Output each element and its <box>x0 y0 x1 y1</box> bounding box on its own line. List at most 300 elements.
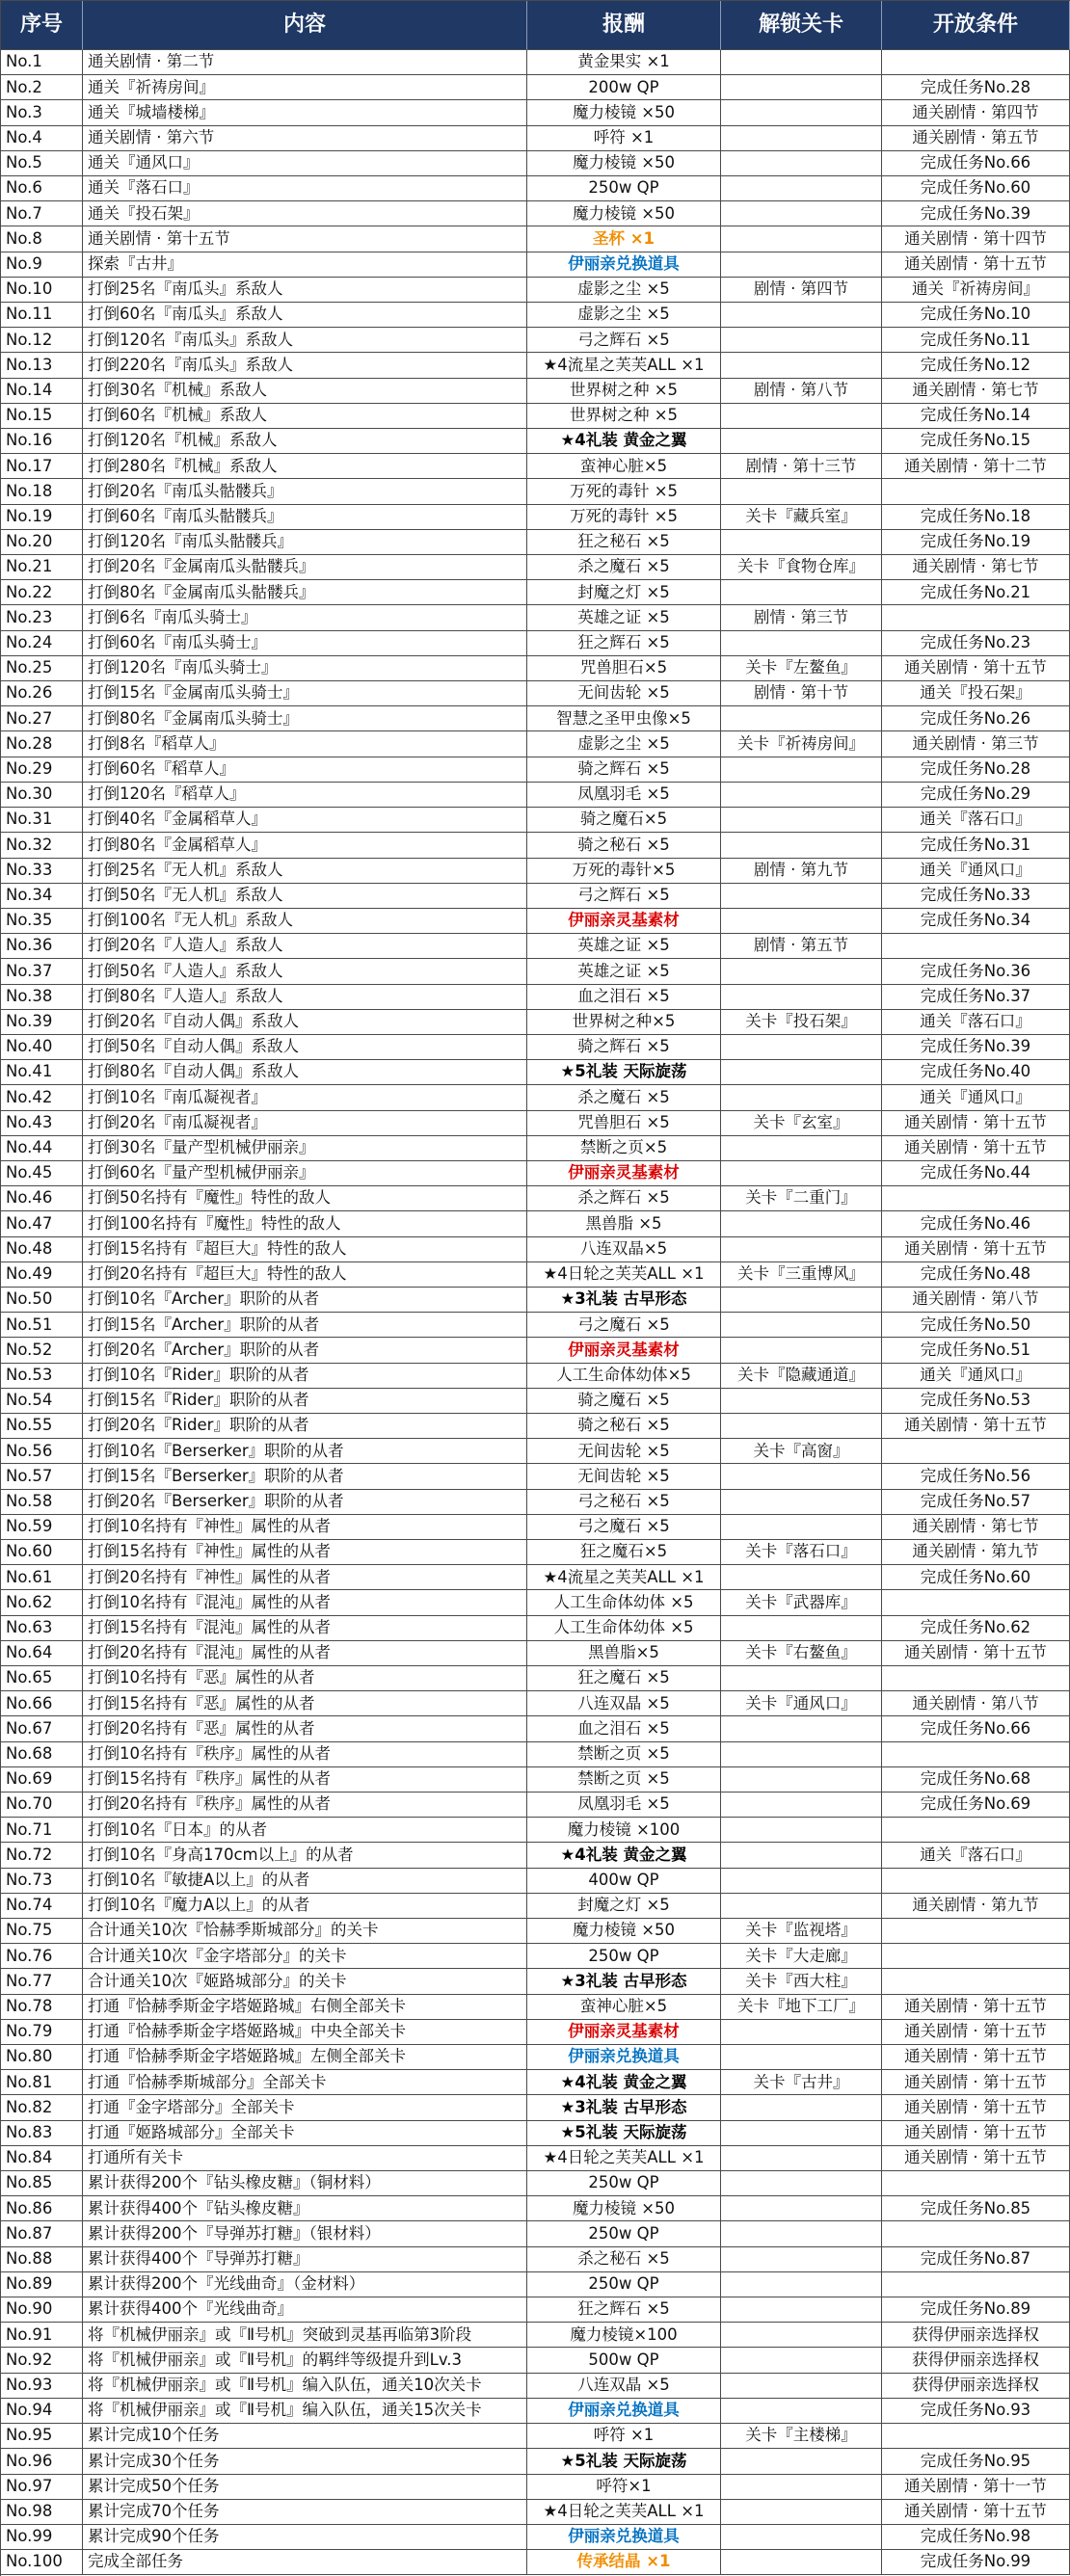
open-condition: 完成任务No.50 <box>882 1313 1070 1338</box>
task-reward: 黑兽脂×5 <box>527 1641 721 1666</box>
task-content: 打倒30名『机械』系敌人 <box>83 379 527 404</box>
unlock-stage <box>721 1767 882 1793</box>
task-number: No.17 <box>1 454 83 479</box>
open-condition: 完成任务No.44 <box>882 1161 1070 1186</box>
task-reward: 杀之魔石 ×5 <box>527 555 721 580</box>
unlock-stage <box>721 1338 882 1363</box>
unlock-stage: 关卡『右鳌鱼』 <box>721 1641 882 1666</box>
task-number: No.33 <box>1 859 83 884</box>
task-reward: 世界树之种 ×5 <box>527 404 721 429</box>
unlock-stage <box>721 151 882 176</box>
task-reward: 伊丽亲灵基素材 <box>527 1161 721 1186</box>
open-condition: 完成任务No.57 <box>882 1490 1070 1515</box>
task-content: 打倒120名『南瓜头骑士』 <box>83 656 527 681</box>
open-condition: 获得伊丽亲选择权 <box>882 2374 1070 2399</box>
task-reward: 世界树之种×5 <box>527 1010 721 1035</box>
task-number: No.8 <box>1 226 83 252</box>
unlock-stage <box>721 1666 882 1691</box>
task-reward: 呼符 ×1 <box>527 126 721 151</box>
unlock-stage: 关卡『投石架』 <box>721 1010 882 1035</box>
task-number: No.12 <box>1 328 83 353</box>
open-condition: 完成任务No.51 <box>882 1338 1070 1363</box>
task-content: 打通所有关卡 <box>83 2146 527 2171</box>
task-reward: 魔力棱镜 ×50 <box>527 2196 721 2221</box>
task-number: No.76 <box>1 1944 83 1969</box>
task-reward: 伊丽亲兑换道具 <box>527 2525 721 2550</box>
task-content: 打倒10名『Rider』职阶的从者 <box>83 1364 527 1389</box>
task-content: 打倒60名『稻草人』 <box>83 757 527 783</box>
open-condition <box>882 1818 1070 1843</box>
task-number: No.82 <box>1 2095 83 2120</box>
unlock-stage: 关卡『藏兵室』 <box>721 505 882 530</box>
unlock-stage: 剧情 · 第五节 <box>721 934 882 959</box>
open-condition: 完成任务No.18 <box>882 505 1070 530</box>
task-content: 打倒50名持有『魔性』特性的敌人 <box>83 1186 527 1211</box>
unlock-stage <box>721 2399 882 2424</box>
open-condition: 完成任务No.89 <box>882 2297 1070 2323</box>
task-number: No.98 <box>1 2500 83 2525</box>
unlock-stage <box>721 2374 882 2399</box>
open-condition: 通关剧情 · 第十五节 <box>882 1136 1070 1161</box>
task-number: No.94 <box>1 2399 83 2424</box>
task-reward: 无间齿轮 ×5 <box>527 681 721 706</box>
task-reward: 杀之秘石 ×5 <box>527 2247 721 2272</box>
task-reward: 虚影之尘 ×5 <box>527 731 721 757</box>
unlock-stage <box>721 328 882 353</box>
task-number: No.43 <box>1 1111 83 1136</box>
task-content: 通关『落石口』 <box>83 176 527 201</box>
task-number: No.14 <box>1 379 83 404</box>
task-reward: ★4流星之芙芙ALL ×1 <box>527 353 721 378</box>
unlock-stage <box>721 1313 882 1338</box>
task-reward: 英雄之证 ×5 <box>527 934 721 959</box>
task-content: 合计通关10次『金字塔部分』的关卡 <box>83 1944 527 1969</box>
task-content: 打倒20名『Berserker』职阶的从者 <box>83 1490 527 1515</box>
task-content: 累计完成50个任务 <box>83 2475 527 2500</box>
unlock-stage <box>721 2121 882 2146</box>
open-condition <box>882 2272 1070 2297</box>
unlock-stage <box>721 1464 882 1489</box>
open-condition: 通关剧情 · 第十五节 <box>882 252 1070 278</box>
task-number: No.37 <box>1 959 83 984</box>
task-content: 打倒50名『无人机』系敌人 <box>83 884 527 909</box>
task-number: No.95 <box>1 2424 83 2449</box>
task-reward: 凤凰羽毛 ×5 <box>527 1793 721 1818</box>
unlock-stage <box>721 1716 882 1741</box>
task-content: 打倒10名『敏捷A以上』的从者 <box>83 1869 527 1894</box>
task-content: 打倒100名『无人机』系敌人 <box>83 909 527 934</box>
task-content: 打倒120名『稻草人』 <box>83 783 527 808</box>
unlock-stage: 关卡『玄室』 <box>721 1111 882 1136</box>
task-content: 打通『恰赫季斯城部分』全部关卡 <box>83 2070 527 2095</box>
task-number: No.32 <box>1 833 83 858</box>
open-condition <box>882 1969 1070 1994</box>
unlock-stage <box>721 1060 882 1085</box>
open-condition: 通关剧情 · 第十五节 <box>882 2045 1070 2070</box>
task-number: No.47 <box>1 1211 83 1236</box>
task-number: No.85 <box>1 2171 83 2196</box>
open-condition: 完成任务No.15 <box>882 429 1070 454</box>
task-content: 打倒10名『日本』的从者 <box>83 1818 527 1843</box>
task-number: No.39 <box>1 1010 83 1035</box>
task-number: No.58 <box>1 1490 83 1515</box>
unlock-stage <box>721 959 882 984</box>
task-number: No.30 <box>1 783 83 808</box>
unlock-stage <box>721 1843 882 1868</box>
task-reward: ★3礼装 古早形态 <box>527 1969 721 1994</box>
task-number: No.44 <box>1 1136 83 1161</box>
open-condition: 通关剧情 · 第十四节 <box>882 226 1070 252</box>
task-reward: 万死的毒针 ×5 <box>527 479 721 504</box>
task-content: 完成全部任务 <box>83 2550 527 2575</box>
task-number: No.92 <box>1 2348 83 2373</box>
open-condition: 完成任务No.28 <box>882 75 1070 100</box>
task-reward: ★5礼装 天际旋荡 <box>527 1060 721 1085</box>
task-reward: 弓之魔石 ×5 <box>527 1313 721 1338</box>
open-condition: 完成任务No.21 <box>882 580 1070 605</box>
task-number: No.18 <box>1 479 83 504</box>
open-condition: 完成任务No.66 <box>882 151 1070 176</box>
open-condition: 完成任务No.85 <box>882 2196 1070 2221</box>
task-reward: 传承结晶 ×1 <box>527 2550 721 2575</box>
task-content: 打倒10名『Berserker』职阶的从者 <box>83 1439 527 1464</box>
unlock-stage <box>721 126 882 151</box>
task-content: 打通『恰赫季斯金字塔姬路城』右侧全部关卡 <box>83 1995 527 2020</box>
unlock-stage <box>721 1085 882 1110</box>
unlock-stage: 关卡『二重门』 <box>721 1186 882 1211</box>
task-number: No.9 <box>1 252 83 278</box>
unlock-stage: 关卡『西大柱』 <box>721 1969 882 1994</box>
unlock-stage <box>721 2475 882 2500</box>
open-condition: 完成任务No.56 <box>882 1464 1070 1489</box>
unlock-stage <box>721 1389 882 1414</box>
open-condition: 通关剧情 · 第十五节 <box>882 1641 1070 1666</box>
open-condition: 通关剧情 · 第四节 <box>882 100 1070 125</box>
open-condition: 通关剧情 · 第十五节 <box>882 2095 1070 2120</box>
task-content: 累计完成30个任务 <box>83 2449 527 2474</box>
unlock-stage <box>721 1818 882 1843</box>
task-reward: 咒兽胆石 ×5 <box>527 1111 721 1136</box>
task-reward: ★5礼装 天际旋荡 <box>527 2449 721 2474</box>
task-reward: 弓之秘石 ×5 <box>527 1490 721 1515</box>
task-number: No.28 <box>1 731 83 757</box>
task-number: No.7 <box>1 201 83 226</box>
task-content: 打倒60名『量产型机械伊丽亲』 <box>83 1161 527 1186</box>
task-content: 打倒20名『自动人偶』系敌人 <box>83 1010 527 1035</box>
open-condition: 通关『落石口』 <box>882 808 1070 833</box>
open-condition: 通关剧情 · 第十五节 <box>882 2500 1070 2525</box>
unlock-stage <box>721 1869 882 1894</box>
task-number: No.41 <box>1 1060 83 1085</box>
unlock-stage <box>721 530 882 555</box>
open-condition <box>882 1944 1070 1969</box>
open-condition <box>882 1869 1070 1894</box>
task-reward: 万死的毒针×5 <box>527 859 721 884</box>
task-number: No.15 <box>1 404 83 429</box>
unlock-stage <box>721 1616 882 1641</box>
unlock-stage <box>721 833 882 858</box>
task-number: No.19 <box>1 505 83 530</box>
open-condition: 完成任务No.33 <box>882 884 1070 909</box>
open-condition: 完成任务No.40 <box>882 1060 1070 1085</box>
task-content: 通关剧情 · 第十五节 <box>83 226 527 252</box>
task-content: 打倒20名『南瓜头骷髅兵』 <box>83 479 527 504</box>
task-content: 打倒15名持有『神性』属性的从者 <box>83 1540 527 1565</box>
task-reward: 虚影之尘 ×5 <box>527 303 721 328</box>
task-number: No.84 <box>1 2146 83 2171</box>
task-reward: 禁断之页×5 <box>527 1136 721 1161</box>
task-content: 累计完成70个任务 <box>83 2500 527 2525</box>
open-condition: 完成任务No.53 <box>882 1389 1070 1414</box>
task-number: No.71 <box>1 1818 83 1843</box>
unlock-stage <box>721 706 882 731</box>
open-condition <box>882 1666 1070 1691</box>
open-condition: 获得伊丽亲选择权 <box>882 2323 1070 2348</box>
task-reward: 杀之辉石 ×5 <box>527 1186 721 1211</box>
header-number: 序号 <box>1 1 83 50</box>
task-reward: 无间齿轮 ×5 <box>527 1464 721 1489</box>
open-condition: 通关剧情 · 第七节 <box>882 379 1070 404</box>
open-condition: 通关剧情 · 第十二节 <box>882 454 1070 479</box>
unlock-stage: 关卡『大走廊』 <box>721 1944 882 1969</box>
open-condition: 通关剧情 · 第十五节 <box>882 1111 1070 1136</box>
header-unlock-stage: 解锁关卡 <box>721 1 882 50</box>
unlock-stage: 剧情 · 第八节 <box>721 379 882 404</box>
task-reward: 人工生命体幼体×5 <box>527 1364 721 1389</box>
unlock-stage <box>721 580 882 605</box>
open-condition: 完成任务No.31 <box>882 833 1070 858</box>
task-number: No.46 <box>1 1186 83 1211</box>
open-condition: 完成任务No.29 <box>882 783 1070 808</box>
open-condition <box>882 50 1070 75</box>
open-condition: 完成任务No.60 <box>882 176 1070 201</box>
task-number: No.23 <box>1 605 83 630</box>
task-reward: 弓之辉石 ×5 <box>527 328 721 353</box>
unlock-stage <box>721 909 882 934</box>
open-condition: 完成任务No.34 <box>882 909 1070 934</box>
task-number: No.36 <box>1 934 83 959</box>
task-reward: ★3礼装 古早形态 <box>527 2095 721 2120</box>
task-reward: 蛮神心脏×5 <box>527 1995 721 2020</box>
task-number: No.54 <box>1 1389 83 1414</box>
open-condition: 通关剧情 · 第十五节 <box>882 2070 1070 2095</box>
task-reward: 250w QP <box>527 2272 721 2297</box>
unlock-stage: 剧情 · 第九节 <box>721 859 882 884</box>
task-content: 打倒15名持有『超巨大』特性的敌人 <box>83 1237 527 1262</box>
task-reward: 无间齿轮 ×5 <box>527 1439 721 1464</box>
task-content: 打倒20名持有『恶』属性的从者 <box>83 1716 527 1741</box>
task-number: No.49 <box>1 1262 83 1288</box>
open-condition: 通关『通风口』 <box>882 1364 1070 1389</box>
task-content: 打倒20名『金属南瓜头骷髅兵』 <box>83 555 527 580</box>
task-number: No.68 <box>1 1742 83 1767</box>
task-content: 打倒120名『南瓜头骷髅兵』 <box>83 530 527 555</box>
task-content: 打倒10名『Archer』职阶的从者 <box>83 1288 527 1313</box>
task-reward: 400w QP <box>527 1869 721 1894</box>
task-content: 累计获得400个『光线曲奇』 <box>83 2297 527 2323</box>
unlock-stage <box>721 404 882 429</box>
task-number: No.57 <box>1 1464 83 1489</box>
unlock-stage <box>721 2272 882 2297</box>
task-number: No.66 <box>1 1691 83 1716</box>
open-condition: 通关剧情 · 第十五节 <box>882 1995 1070 2020</box>
open-condition: 完成任务No.87 <box>882 2247 1070 2272</box>
open-condition: 完成任务No.69 <box>882 1793 1070 1818</box>
task-content: 累计获得400个『钻头橡皮糖』 <box>83 2196 527 2221</box>
task-reward: 狂之魔石×5 <box>527 1540 721 1565</box>
task-number: No.74 <box>1 1894 83 1919</box>
unlock-stage <box>721 50 882 75</box>
unlock-stage <box>721 1136 882 1161</box>
open-condition: 完成任务No.60 <box>882 1565 1070 1590</box>
unlock-stage <box>721 757 882 783</box>
open-condition <box>882 1439 1070 1464</box>
task-content: 累计获得200个『钻头橡皮糖』（铜材料） <box>83 2171 527 2196</box>
unlock-stage <box>721 429 882 454</box>
task-reward: 魔力棱镜 ×50 <box>527 201 721 226</box>
unlock-stage <box>721 2020 882 2045</box>
task-number: No.96 <box>1 2449 83 2474</box>
open-condition: 完成任务No.39 <box>882 1035 1070 1060</box>
open-condition: 通关『投石架』 <box>882 681 1070 706</box>
unlock-stage <box>721 2323 882 2348</box>
task-number: No.24 <box>1 631 83 656</box>
unlock-stage <box>721 2146 882 2171</box>
unlock-stage <box>721 201 882 226</box>
unlock-stage <box>721 479 882 504</box>
task-number: No.40 <box>1 1035 83 1060</box>
task-content: 打倒60名『南瓜头骷髅兵』 <box>83 505 527 530</box>
task-reward: 骑之魔石×5 <box>527 808 721 833</box>
task-reward: 英雄之证 ×5 <box>527 959 721 984</box>
open-condition: 通关『通风口』 <box>882 859 1070 884</box>
task-number: No.5 <box>1 151 83 176</box>
task-number: No.60 <box>1 1540 83 1565</box>
task-number: No.72 <box>1 1843 83 1868</box>
task-number: No.16 <box>1 429 83 454</box>
header-reward: 报酬 <box>527 1 721 50</box>
open-condition: 完成任务No.26 <box>882 706 1070 731</box>
unlock-stage <box>721 2171 882 2196</box>
unlock-stage <box>721 884 882 909</box>
task-content: 打倒50名『自动人偶』系敌人 <box>83 1035 527 1060</box>
task-number: No.93 <box>1 2374 83 2399</box>
task-content: 通关『通风口』 <box>83 151 527 176</box>
task-reward: 圣杯 ×1 <box>527 226 721 252</box>
task-number: No.91 <box>1 2323 83 2348</box>
unlock-stage: 剧情 · 第三节 <box>721 605 882 630</box>
task-content: 打倒10名持有『混沌』属性的从者 <box>83 1590 527 1615</box>
task-number: No.27 <box>1 706 83 731</box>
unlock-stage <box>721 176 882 201</box>
unlock-stage <box>721 2297 882 2323</box>
task-content: 打通『姬路城部分』全部关卡 <box>83 2121 527 2146</box>
task-number: No.63 <box>1 1616 83 1641</box>
task-reward: 骑之辉石 ×5 <box>527 757 721 783</box>
task-number: No.100 <box>1 2550 83 2575</box>
open-condition: 通关剧情 · 第十五节 <box>882 656 1070 681</box>
unlock-stage: 关卡『监视塔』 <box>721 1919 882 1944</box>
task-reward: 杀之魔石 ×5 <box>527 1085 721 1110</box>
task-reward: 八连双晶 ×5 <box>527 2374 721 2399</box>
task-reward: 人工生命体幼体 ×5 <box>527 1616 721 1641</box>
task-content: 通关『祈祷房间』 <box>83 75 527 100</box>
task-reward: 伊丽亲兑换道具 <box>527 252 721 278</box>
unlock-stage: 关卡『食物仓库』 <box>721 555 882 580</box>
task-number: No.53 <box>1 1364 83 1389</box>
task-number: No.65 <box>1 1666 83 1691</box>
unlock-stage <box>721 2550 882 2575</box>
unlock-stage <box>721 808 882 833</box>
task-number: No.2 <box>1 75 83 100</box>
task-reward: 禁断之页 ×5 <box>527 1767 721 1793</box>
open-condition: 通关剧情 · 第十五节 <box>882 1414 1070 1439</box>
task-content: 打倒220名『南瓜头』系敌人 <box>83 353 527 378</box>
task-content: 打倒40名『金属稻草人』 <box>83 808 527 833</box>
task-content: 打倒15名『Archer』职阶的从者 <box>83 1313 527 1338</box>
task-reward: 蛮神心脏×5 <box>527 454 721 479</box>
task-reward: 人工生命体幼体 ×5 <box>527 1590 721 1615</box>
task-content: 打通『恰赫季斯金字塔姬路城』左侧全部关卡 <box>83 2045 527 2070</box>
task-number: No.29 <box>1 757 83 783</box>
open-condition <box>882 1590 1070 1615</box>
task-content: 通关剧情 · 第二节 <box>83 50 527 75</box>
open-condition <box>882 934 1070 959</box>
task-content: 打倒10名『身高170cm以上』的从者 <box>83 1843 527 1868</box>
task-reward: 禁断之页 ×5 <box>527 1742 721 1767</box>
task-content: 打倒80名『金属稻草人』 <box>83 833 527 858</box>
task-number: No.59 <box>1 1515 83 1540</box>
task-reward: 血之泪石 ×5 <box>527 985 721 1010</box>
task-content: 将『机械伊丽亲』或『Ⅱ号机』编入队伍，通关10次关卡 <box>83 2374 527 2399</box>
open-condition: 完成任务No.10 <box>882 303 1070 328</box>
unlock-stage <box>721 2196 882 2221</box>
task-reward: 伊丽亲灵基素材 <box>527 909 721 934</box>
task-content: 打倒100名持有『魔性』特性的敌人 <box>83 1211 527 1236</box>
open-condition: 通关『落石口』 <box>882 1843 1070 1868</box>
header-content: 内容 <box>83 1 527 50</box>
task-reward: 八连双晶 ×5 <box>527 1691 721 1716</box>
task-content: 累计获得200个『导弹苏打糖』（银材料） <box>83 2221 527 2246</box>
task-content: 累计获得400个『导弹苏打糖』 <box>83 2247 527 2272</box>
open-condition: 通关剧情 · 第七节 <box>882 1515 1070 1540</box>
task-reward: 魔力棱镜 ×100 <box>527 1818 721 1843</box>
task-reward: 狂之秘石 ×5 <box>527 530 721 555</box>
task-reward: 魔力棱镜×100 <box>527 2323 721 2348</box>
task-reward: 黑兽脂 ×5 <box>527 1211 721 1236</box>
task-content: 打倒20名持有『神性』属性的从者 <box>83 1565 527 1590</box>
task-content: 打倒10名持有『秩序』属性的从者 <box>83 1742 527 1767</box>
task-number: No.99 <box>1 2525 83 2550</box>
task-number: No.1 <box>1 50 83 75</box>
task-content: 通关剧情 · 第六节 <box>83 126 527 151</box>
open-condition <box>882 1742 1070 1767</box>
open-condition: 完成任务No.11 <box>882 328 1070 353</box>
unlock-stage <box>721 1490 882 1515</box>
unlock-stage <box>721 100 882 125</box>
task-number: No.56 <box>1 1439 83 1464</box>
unlock-stage: 关卡『武器库』 <box>721 1590 882 1615</box>
task-reward: ★4日轮之芙芙ALL ×1 <box>527 2500 721 2525</box>
open-condition <box>882 1919 1070 1944</box>
open-condition <box>882 1186 1070 1211</box>
unlock-stage <box>721 2500 882 2525</box>
open-condition: 完成任务No.19 <box>882 530 1070 555</box>
unlock-stage: 关卡『主楼梯』 <box>721 2424 882 2449</box>
task-reward: 八连双晶×5 <box>527 1237 721 1262</box>
task-content: 打倒15名持有『恶』属性的从者 <box>83 1691 527 1716</box>
task-content: 打倒120名『南瓜头』系敌人 <box>83 328 527 353</box>
